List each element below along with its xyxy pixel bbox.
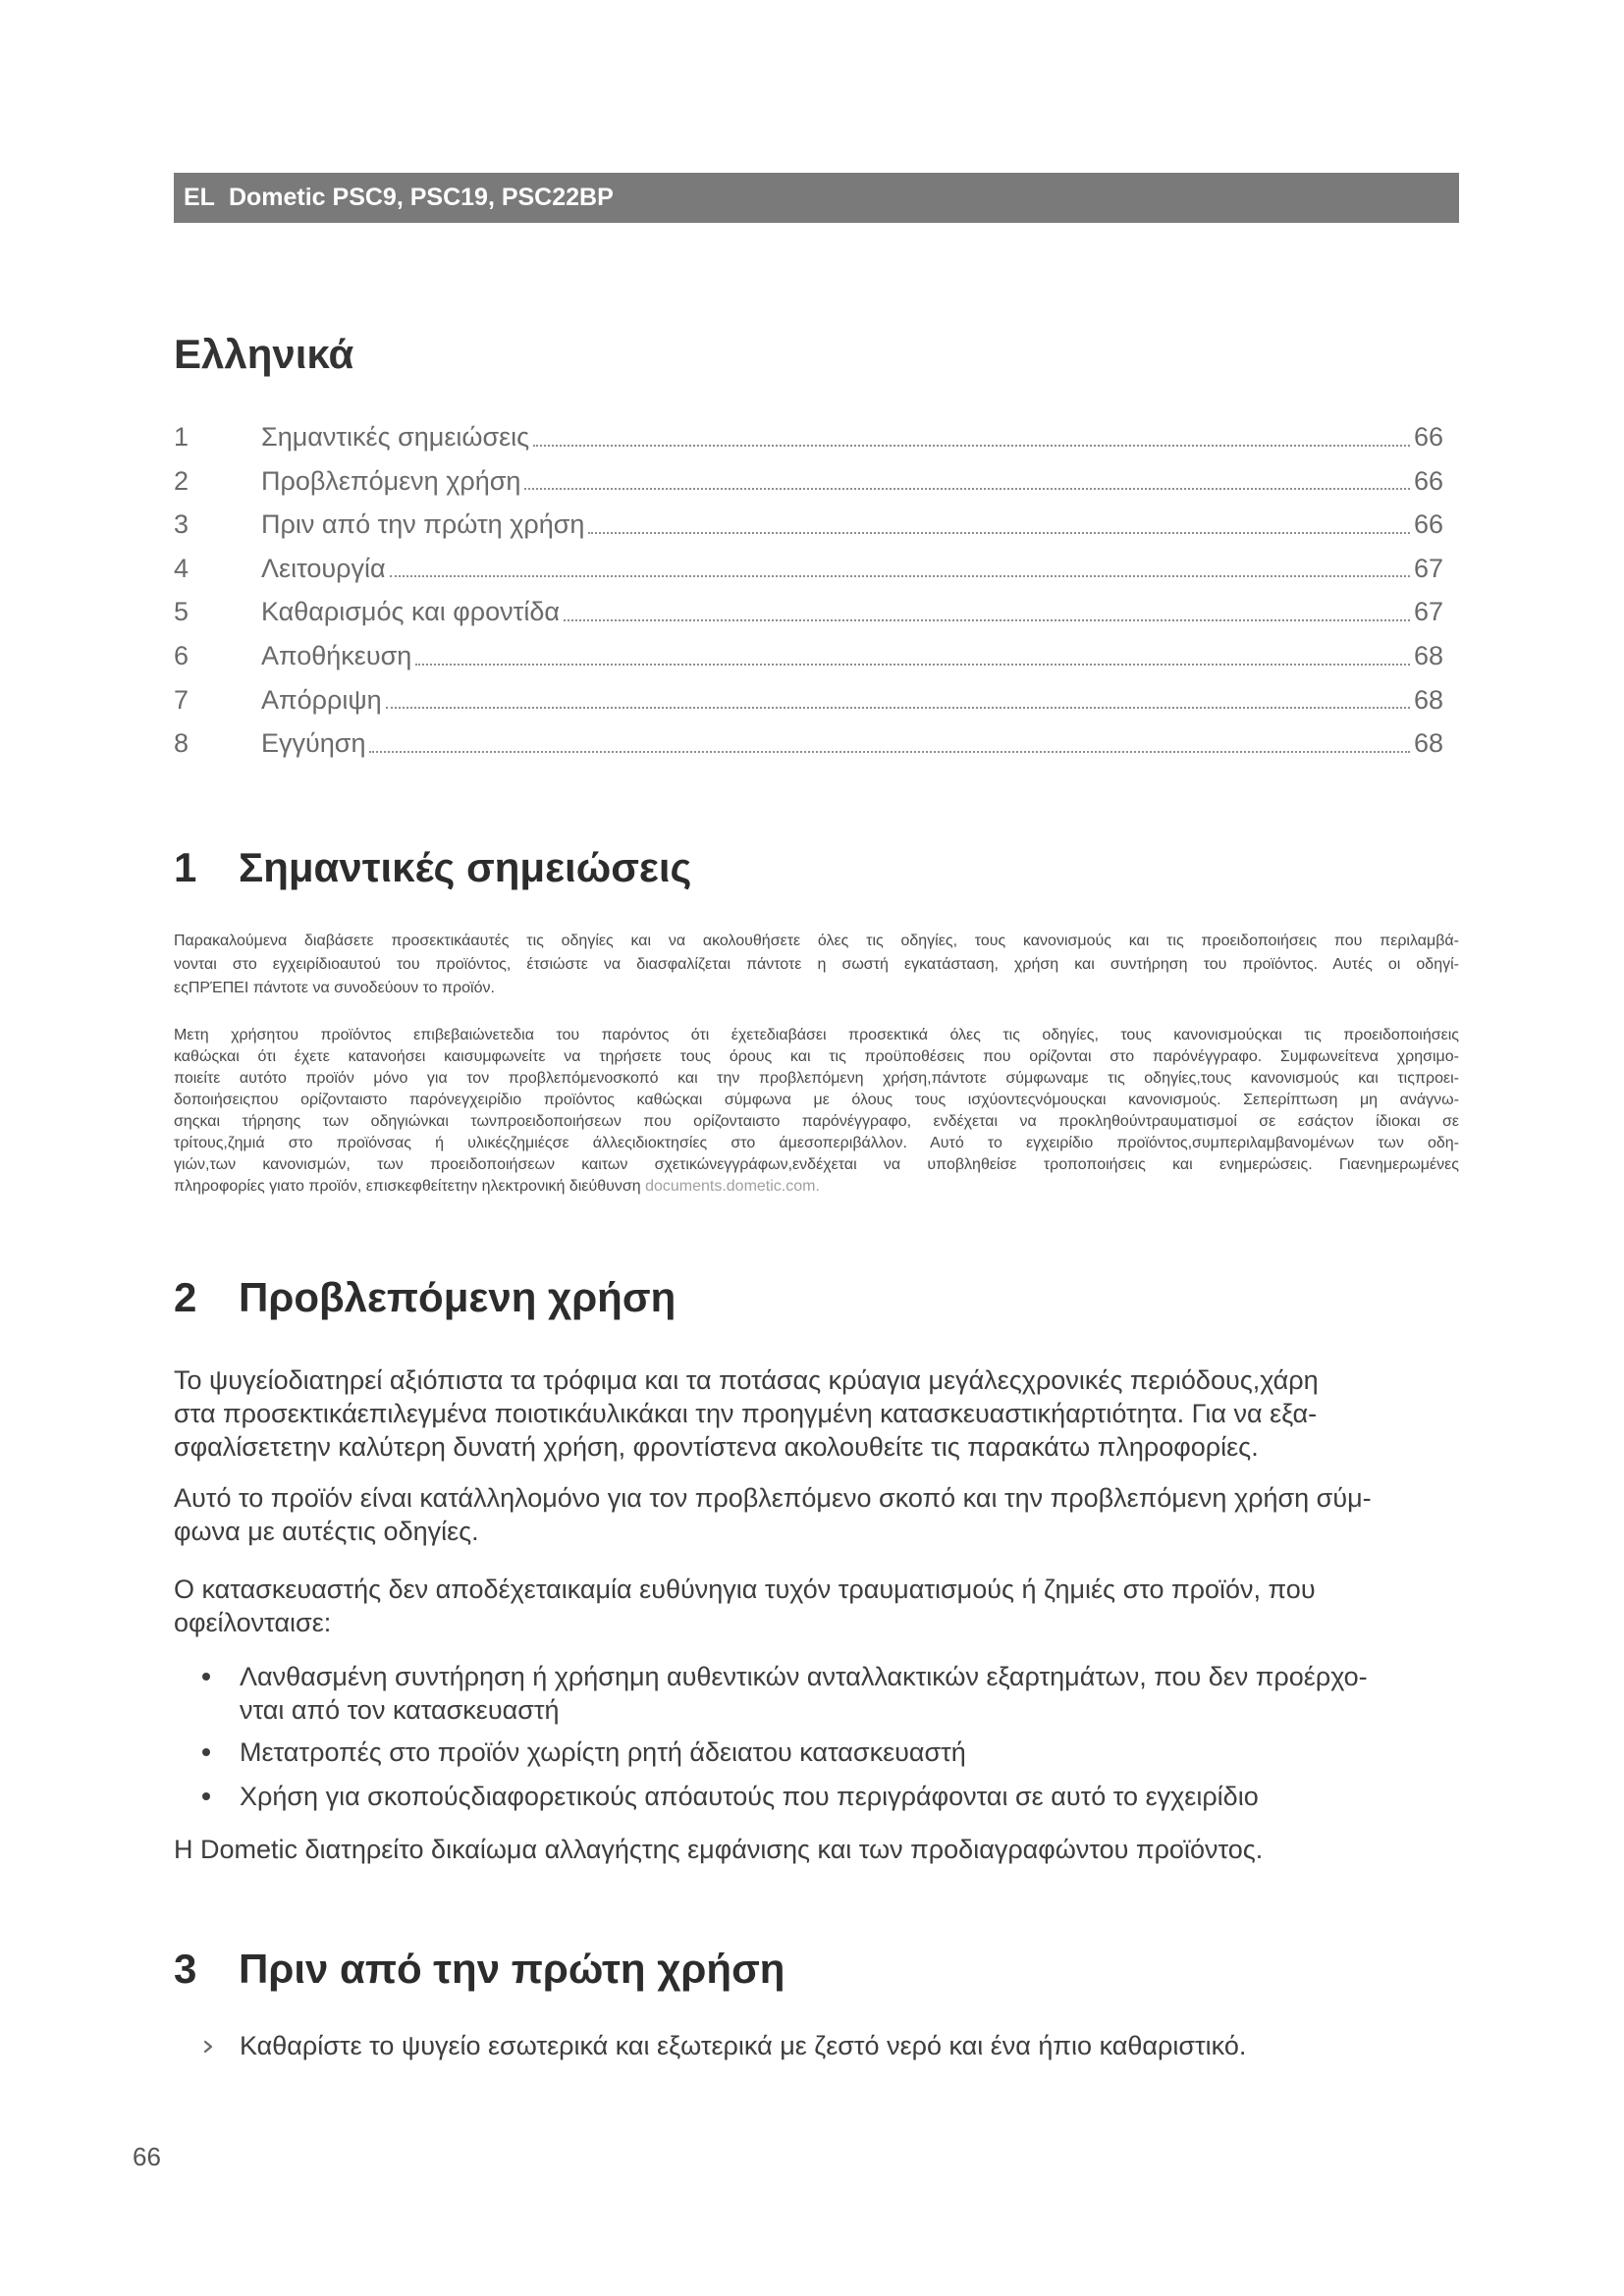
paragraph-line: Ο κατασκευαστής δεν αποδέχεταικαμία ευθύνηγια τυχόν τραυματισμούς ή ζημιές στο προϊόν, που: [174, 1575, 1316, 1604]
toc-dot-leader: [415, 664, 1410, 666]
toc-entry-title: Πριν από την πρώτη χρήση: [261, 509, 585, 540]
section-number: 3: [174, 1946, 197, 1992]
toc-entry[interactable]: [174, 634, 1443, 678]
disclaimer-line-text: πληροφορίες γιατο προϊόν, επισκεφθείτετην ηλεκτρονική διεύθυνση: [174, 1178, 641, 1195]
usage-paragraph: [174, 1481, 1459, 1548]
toc-entry-title: Καθαρισμός και φροντίδα: [261, 597, 560, 627]
disclaimer-line: τρίτους,ζημιά στο προϊόνσας ή υλικέςζημιέςσε άλλεςιδιοκτησίες στο άμεσοπεριβάλλον. Αυτό το εγχειρίδιο προϊόντος,συμπεριλαμβανομένων των οδη-: [174, 1135, 1459, 1151]
toc-entry-page: 66: [1413, 422, 1443, 452]
disclaimer-line: Μετη χρήσητου προϊόντος επιβεβαιώνετεδια του παρόντος ότι έχετεδιαβάσει προσεκτικά όλες τις οδηγίες, τους κανονισμούςκαι τις προειδοποιήσεις: [174, 1027, 1459, 1043]
paragraph-line: οφείλονταισε:: [174, 1608, 332, 1637]
toc-entry-number: 5: [174, 597, 189, 627]
toc-dot-leader: [564, 619, 1410, 621]
toc-entry[interactable]: [174, 547, 1443, 591]
section-number: 2: [174, 1274, 197, 1320]
toc-entry-title: Προβλεπόμενη χρήση: [261, 465, 521, 496]
toc-entry-title: Λειτουργία: [261, 553, 386, 583]
toc-dot-leader: [588, 532, 1410, 534]
step-text: Καθαρίστε το ψυγείο εσωτερικά και εξωτερικά με ζεστό νερό και ένα ήπιο καθαριστικό.: [240, 2031, 1247, 2060]
disclaimer-line: ποιείτε αυτότο προϊόν μόνο για τον προβλεπόμενοσκοπό και την προβλεπόμενη χρήση,πάντοτε σύμφωναμε τις οδηγίες,τους κανονισμούς και τιςπροει-: [174, 1070, 1459, 1087]
disclaimer-last-line: [174, 1176, 1459, 1198]
page-number: 66: [133, 2142, 161, 2171]
product-title: Dometic PSC9, PSC19, PSC22BP: [228, 184, 614, 211]
toc-entry-number: 1: [174, 422, 189, 452]
document-header-bar: [174, 173, 1459, 223]
toc-entry[interactable]: [174, 459, 1443, 504]
step-arrow-icon: [203, 2040, 214, 2054]
disclaimer-line: γιών,των κανονισμών, των προειδοποιήσεων καιτων σχετικώνεγγράφων,ενδέχεται να υποβληθείσε τροποποιήσεις και ενημερώσεις. Γιαενημερωμένες: [174, 1156, 1459, 1173]
paragraph-line: Το ψυγείοδιατηρεί αξιόπιστα τα τρόφιμα και τα ποτάσας κρύαγια μεγάλεςχρονικές περιόδους,χάρη: [174, 1365, 1319, 1395]
toc-dot-leader: [386, 707, 1410, 709]
toc-entry-number: 2: [174, 465, 189, 496]
documents-link[interactable]: documents.dometic.com.: [645, 1178, 820, 1195]
paragraph-line: στα προσεκτικάεπιλεγμένα ποιοτικάυλικάκαι την προηγμένη κατασκευαστικήαρτιότητα. Για να εξα-: [174, 1399, 1318, 1428]
toc-entry-number: 8: [174, 728, 189, 759]
list-item: [240, 1780, 1459, 1813]
language-title: Ελληνικά: [174, 331, 354, 377]
toc-entry-page: 68: [1413, 728, 1443, 759]
toc-dot-leader: [390, 575, 1410, 577]
list-item: [240, 1660, 1459, 1727]
toc-entry-number: 7: [174, 684, 189, 715]
bullet-icon: [202, 1748, 210, 1756]
list-item-line: νται από τον κατασκευαστή: [240, 1695, 560, 1725]
toc-entry-number: 3: [174, 509, 189, 540]
list-item-line: Λανθασμένη συντήρηση ή χρήσημη αυθεντικών ανταλλακτικών εξαρτημάτων, που δεν προέρχο-: [240, 1662, 1368, 1691]
disclaimer-line: δοποιήσειςπου ορίζονταιστο παρόνεγχειρίδιο προϊόντος καθώςκαι σύμφωνα με όλους τους ισχύοντεςνόμουςκαι κανονισμούς. Σεπερίπτωση μη ανάγνω-: [174, 1092, 1459, 1108]
toc-entry[interactable]: [174, 590, 1443, 634]
step-item: [240, 2029, 1246, 2062]
section-title: Σημαντικές σημειώσεις: [239, 844, 692, 890]
toc-entry-number: 4: [174, 553, 189, 583]
toc-entry-title: Εγγύηση: [261, 728, 366, 759]
toc-entry-page: 67: [1413, 597, 1443, 627]
section-title: Πριν από την πρώτη χρήση: [239, 1946, 785, 1992]
notice-line: εςΠΡΈΠΕΙ πάντοτε να συνοδεύουν το προϊόν.: [174, 980, 495, 996]
toc-entry-page: 67: [1413, 553, 1443, 583]
list-item: [240, 1735, 1459, 1769]
paragraph-line: Αυτό το προϊόν είναι κατάλληλομόνο για τον προβλεπόμενο σκοπό και την προβλεπόμενη χρήση σύμ-: [174, 1483, 1372, 1513]
intro-paragraph: [174, 1363, 1459, 1464]
toc-entry[interactable]: [174, 678, 1443, 722]
liability-paragraph: [174, 1573, 1459, 1639]
paragraph-line: φωνα με αυτέςτις οδηγίες.: [174, 1517, 479, 1546]
notice-line: νονται στο εγχειρίδιοαυτού του προϊόντος, έτσιώστε να διασφαλίζεται πάντοτε η σωστή εγκατάσταση, χρήση και συντήρηση του προϊόντος. Αυτές οι οδηγί-: [174, 956, 1459, 973]
toc-entry-page: 68: [1413, 640, 1443, 670]
section-number: 1: [174, 844, 197, 890]
toc-entry[interactable]: [174, 415, 1443, 459]
toc-entry-page: 66: [1413, 509, 1443, 540]
bullet-icon: [202, 1673, 210, 1681]
rights-paragraph: [174, 1833, 1459, 1866]
toc-entry[interactable]: [174, 721, 1443, 766]
list-item-line: Μετατροπές στο προϊόν χωρίςτη ρητή άδειατου κατασκευαστή: [240, 1737, 966, 1767]
paragraph-line: σφαλίσετετην καλύτερη δυνατή χρήση, φροντίστενα ακολουθείτε τις παρακάτω πληροφορίες.: [174, 1432, 1259, 1462]
bullet-icon: [202, 1792, 210, 1800]
safety-notice-paragraph: [174, 930, 1459, 1000]
toc-dot-leader: [524, 488, 1410, 490]
toc-entry-title: Αποθήκευση: [261, 640, 412, 670]
section-heading-important-notes: [174, 841, 691, 894]
toc-dot-leader: [533, 445, 1410, 447]
toc-dot-leader: [369, 751, 1409, 753]
paragraph-line: Η Dometic διατηρείτο δικαίωμα αλλαγήςτης εμφάνισης και των προδιαγραφώντου προϊόντος.: [174, 1835, 1264, 1864]
disclaimer-paragraph: [174, 1025, 1459, 1198]
section-heading-before-first-use: [174, 1943, 785, 1996]
list-item-line: Χρήση για σκοπούςδιαφορετικούς απόαυτούς που περιγράφονται σε αυτό το εγχειρίδιο: [240, 1782, 1259, 1811]
section-heading-intended-use: [174, 1271, 676, 1324]
toc-entry-title: Σημαντικές σημειώσεις: [261, 422, 530, 452]
disclaimer-line: καθώςκαι ότι έχετε κατανοήσει καισυμφωνείτε να τηρήσετε τους όρους και τις προϋποθέσεις που ορίζονται στο παρόνέγγραφο. Συμφωνείτενα χρησιμο-: [174, 1048, 1459, 1065]
disclaimer-line: σηςκαι τήρησης των οδηγιώνκαι τωνπροειδοποιήσεων που ορίζονταιστο παρόνέγγραφο, ενδέχεται να προκληθούντραυματισμοί σε εσάςτον ίδιοκαι σε: [174, 1113, 1459, 1130]
toc-entry-number: 6: [174, 640, 189, 670]
toc-entry-page: 68: [1413, 684, 1443, 715]
section-title: Προβλεπόμενη χρήση: [239, 1274, 677, 1320]
toc-entry-title: Απόρριψη: [261, 684, 382, 715]
language-code: EL: [184, 184, 215, 211]
table-of-contents: [174, 415, 1443, 766]
toc-entry[interactable]: [174, 503, 1443, 547]
notice-line: Παρακαλούμενα διαβάσετε προσεκτικάαυτές τις οδηγίες και να ακολουθήσετε όλες τις οδηγίες, τους κανονισμούς και τις προειδοποιήσεις που περιλαμβά-: [174, 933, 1459, 949]
toc-entry-page: 66: [1413, 465, 1443, 496]
